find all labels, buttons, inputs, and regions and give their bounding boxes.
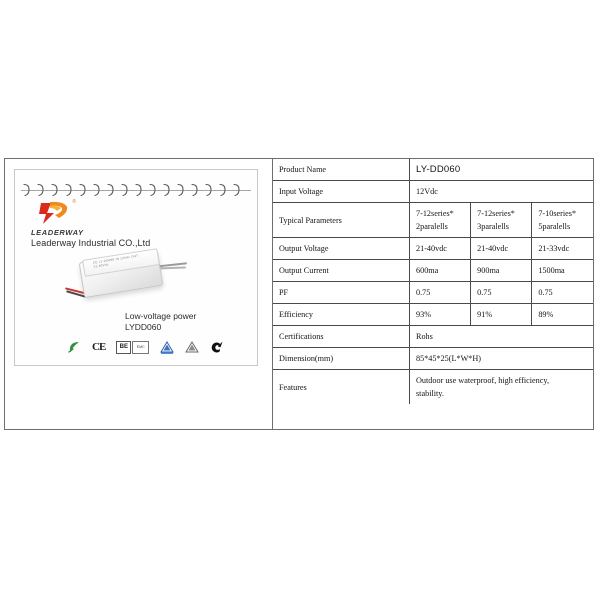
spec-row-value: 21-40vdc [410,238,471,260]
specification-table-cell [273,159,593,429]
table-row [273,181,593,203]
spec-row-label: Typical Parameters [273,203,410,238]
spec-row-value: 1500ma [532,260,593,282]
c-tick-icon [210,340,223,354]
caption-line-1: Low-voltage power [125,311,197,321]
bsmi-mark-box: BE [116,341,131,354]
emc-label-box: EMC [132,341,149,354]
spec-row-value: 7-10series* 5paralells [532,203,593,238]
product-photo-cell [5,159,273,429]
table-row [273,348,593,370]
spec-row-label: Output Current [273,260,410,282]
spec-row-value: 91% [471,304,532,326]
certification-marks-row [67,340,223,354]
table-row [273,370,593,405]
rohs-leaf-icon [67,340,81,354]
ce-mark-icon: CE [92,341,106,353]
saa-triangle-icon [160,340,174,354]
spec-row-value: 0.75 [410,282,471,304]
product-datasheet-sheet [4,158,594,430]
spec-row-value: Outdoor use waterproof, high efficiency, stability. [410,370,594,405]
spec-row-value: 21-40vdc [471,238,532,260]
spec-row-label: Product Name [273,159,410,181]
spec-row-label: Features [273,370,410,405]
c-tick-triangle-icon [185,340,199,354]
table-row [273,159,593,181]
table-row [273,238,593,260]
spec-row-label: Output Voltage [273,238,410,260]
spec-row-value: 0.75 [532,282,593,304]
spec-row-value: 85*45*25(L*W*H) [410,348,594,370]
brand-lockup [31,200,221,248]
specification-table [273,159,593,404]
spec-row-value: LY-DD060 [410,159,594,181]
product-photo [14,169,258,366]
brand-wordmark: LEADERWAY [31,228,84,237]
table-row [273,260,593,282]
spec-row-value: 900ma [471,260,532,282]
company-name: Leaderway Industrial CO.,Ltd [31,238,151,248]
table-row [273,282,593,304]
spec-row-value: 89% [532,304,593,326]
spec-row-value: 7-12series* 3paralells [471,203,532,238]
spec-row-value: 93% [410,304,471,326]
table-row [273,326,593,348]
caption-line-2: LYDD060 [125,322,162,332]
spec-row-label: Input Voltage [273,181,410,203]
table-row [273,203,593,238]
spec-row-value: 600ma [410,260,471,282]
spec-row-value: 0.75 [471,282,532,304]
leaderway-logo-icon [37,199,76,226]
product-caption [125,311,196,333]
device-printed-label: CE LY-DD060 IN 12Vdc OUT 21-40Vdc [92,253,139,269]
table-row [273,304,593,326]
spiral-binding-icon [21,183,251,197]
spec-row-label: PF [273,282,410,304]
spec-row-value: 7-12series* 2paralells [410,203,471,238]
registered-mark: ® [72,199,76,205]
bsmi-emc-mark-icon [116,340,149,354]
spec-row-label: Certifications [273,326,410,348]
spec-row-label: Efficiency [273,304,410,326]
spec-row-value: Rohs [410,326,594,348]
led-driver-device-image [63,248,189,306]
spec-row-label: Dimension(mm) [273,348,410,370]
spec-row-value: 12Vdc [410,181,594,203]
spec-row-value: 21-33vdc [532,238,593,260]
